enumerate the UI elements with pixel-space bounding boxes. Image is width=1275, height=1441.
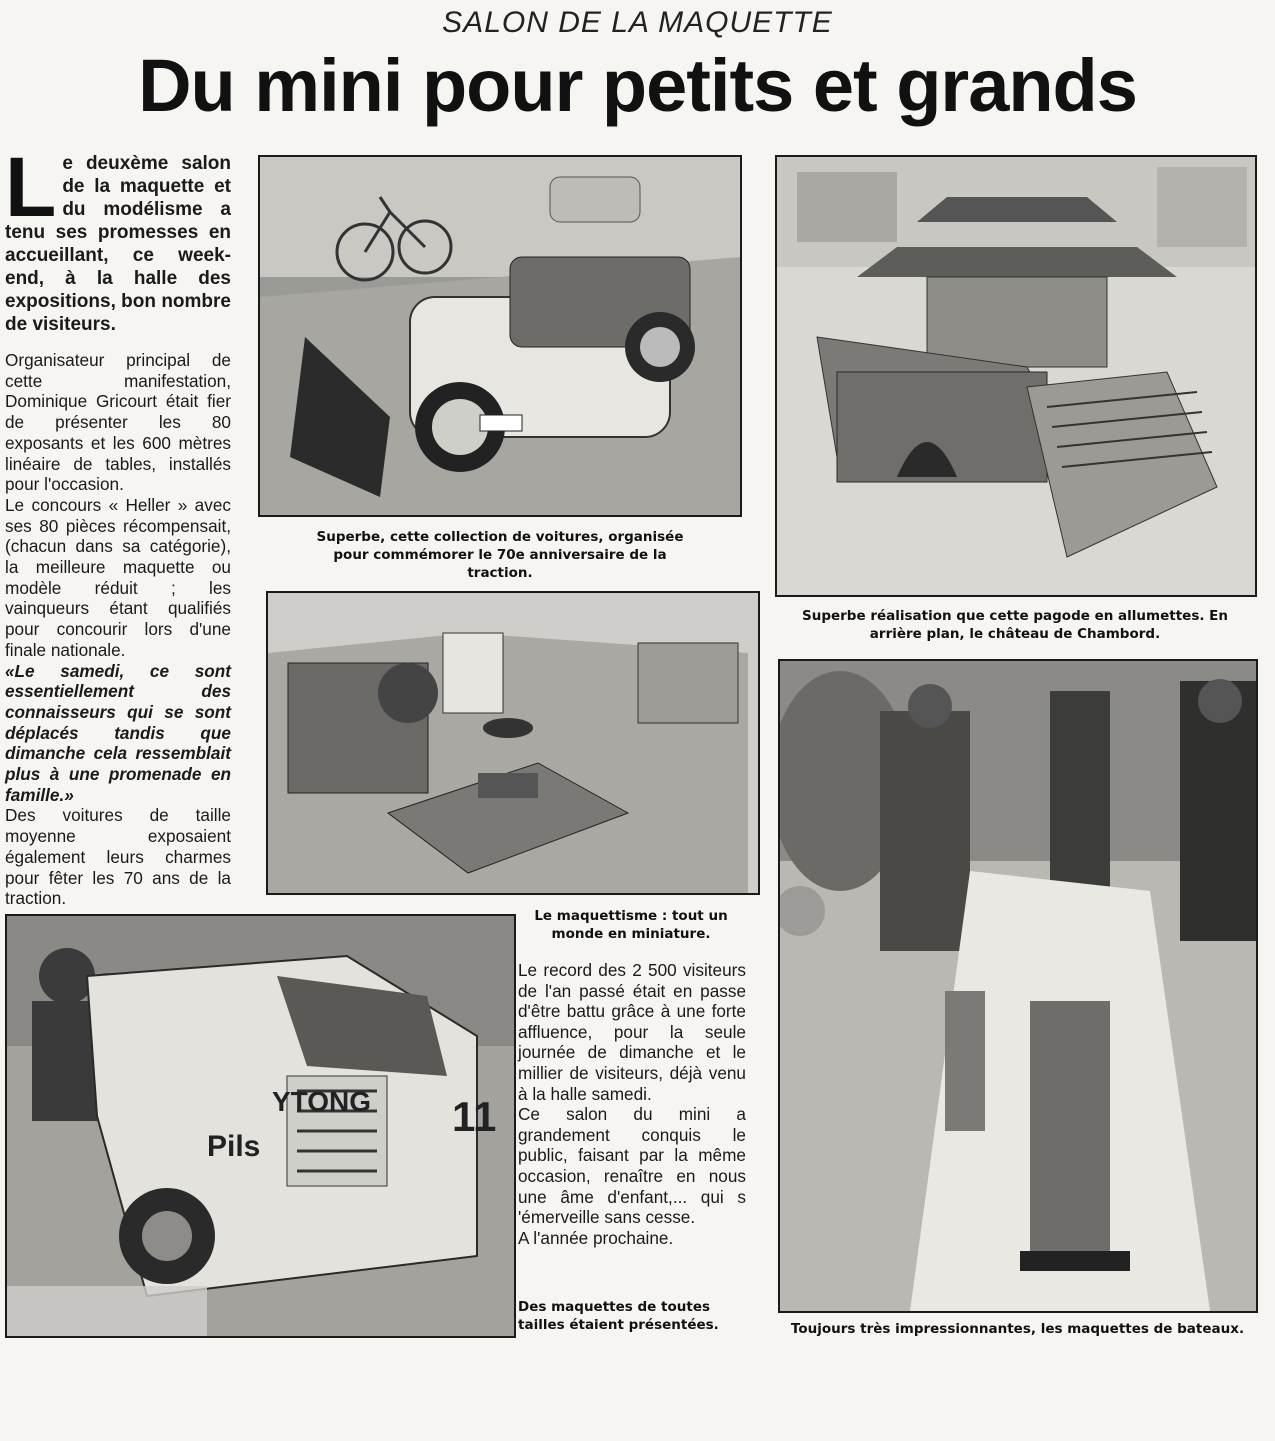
- body-paragraph-5: Ce salon du mini a grandement conquis le public, faisant par la même occasion, renaître en nous une âme d'enfant,... qui s 'émerveille sans cesse.: [518, 1104, 746, 1228]
- lead-text: e deuxème salon de la maquette et du modélisme a tenu ses promesses en accueillant, ce week-end, à la halle des expositions, bon nombre de visiteurs.: [5, 153, 231, 335]
- section-kicker: SALON DE LA MAQUETTE: [442, 6, 833, 39]
- caption-miniature: Le maquettisme : tout un monde en miniature.: [534, 908, 728, 942]
- caption-car-collection: Superbe, cette collection de voitures, organisée pour commémorer le 70e anniversaire de la traction.: [316, 529, 684, 581]
- photo-miniature-scene: [266, 591, 760, 895]
- page-title: Du mini pour petits et grands: [138, 44, 1137, 127]
- photo-model-boats: [778, 659, 1258, 1313]
- caption-pagoda: Superbe réalisation que cette pagode en allumettes. En arrière plan, le château de Chambord.: [801, 608, 1229, 642]
- truck-pils-text: Pils: [207, 1130, 261, 1163]
- body-paragraph-6: A l'année prochaine.: [518, 1227, 674, 1248]
- truck-number-text: 11: [452, 1093, 497, 1140]
- photo-ytong-truck: [5, 914, 516, 1338]
- truck-ytong-text: YTONG: [272, 1086, 372, 1117]
- photo-car-collection: [258, 155, 742, 517]
- left-column: [5, 140, 231, 909]
- quote-paragraph: «Le samedi, ce sont essentiellement des connaisseurs qui se sont déplacés tandis que dimanche cela ressemblait plus à une promenade en famille.»: [5, 660, 231, 805]
- body-paragraph-3: Des voitures de taille moyenne exposaient également leurs charmes pour fêter les 70 ans de la traction.: [5, 805, 231, 909]
- photo-matchstick-pagoda: [775, 155, 1257, 597]
- lead-paragraph: [5, 140, 231, 336]
- body-paragraph-1: Organisateur principal de cette manifestation, Dominique Gricourt était fier de présenter les 80 exposants et les 600 mètres linéaire de tables, installés pour l'occasion.: [5, 350, 231, 495]
- drop-cap: L: [5, 140, 57, 234]
- caption-truck: Des maquettes de toutes tailles étaient présentées.: [518, 1299, 719, 1333]
- right-body-column: [518, 960, 746, 1248]
- body-paragraph-4: Le record des 2 500 visiteurs de l'an passé était en passe d'être battu grâce à une forte affluence, pour la seule journée de dimanche et le millier de visiteurs, déjà venu à la halle samedi.: [518, 960, 746, 1104]
- caption-boats: Toujours très impressionnantes, les maquettes de bateaux.: [790, 1321, 1245, 1337]
- body-paragraph-2: Le concours « Heller » avec ses 80 pièces récompensait, (chacun dans sa catégorie), la meilleure maquette ou modèle réduit ; les vainqueurs étant qualifiés pour concourir lors d'une finale nationale.: [5, 494, 231, 660]
